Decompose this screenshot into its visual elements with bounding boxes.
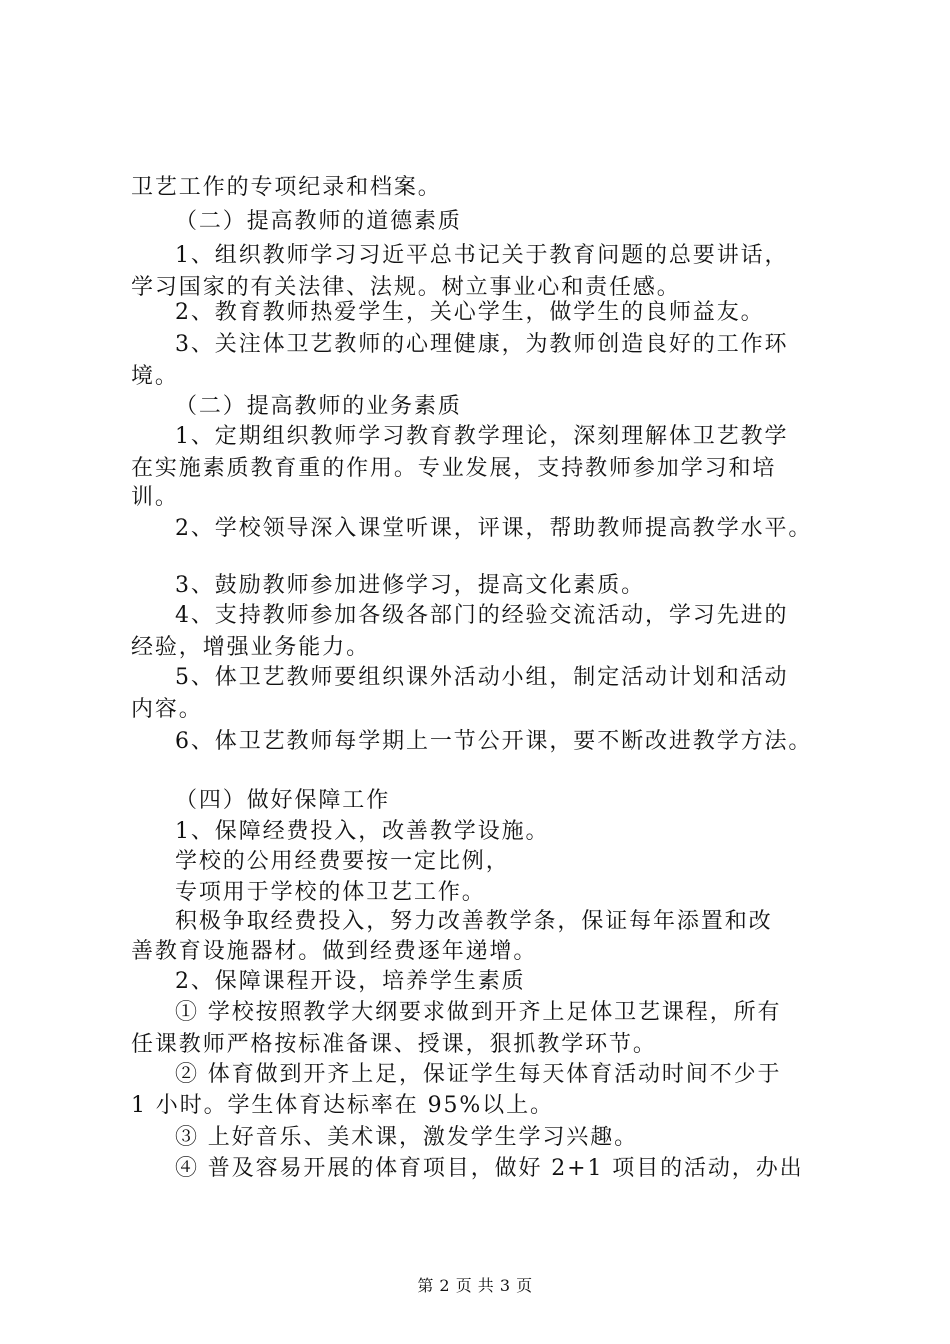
- text-line: 1、保障经费投入，改善教学设施。: [175, 819, 550, 844]
- text-line: 学校的公用经费要按一定比例，: [175, 849, 510, 874]
- text-line: 2、保障课程开设，培养学生素质: [175, 969, 526, 994]
- text-line: 卫艺工作的专项纪录和档案。: [131, 175, 442, 200]
- text-line: 2、学校领导深入课堂听课，评课，帮助教师提高教学水平。: [175, 516, 813, 541]
- text-line: 3、关注体卫艺教师的心理健康，为教师创造良好的工作环: [175, 332, 789, 357]
- text-line: 内容。: [131, 697, 203, 722]
- text-line: 3、鼓励教师参加进修学习，提高文化素质。: [175, 573, 645, 598]
- list-item: ④ 普及容易开展的体育项目，做好 2+1 项目的活动，办出: [175, 1156, 804, 1181]
- text-line: 4、支持教师参加各级各部门的经验交流活动，学习先进的: [175, 603, 789, 628]
- text-line: 专项用于学校的体卫艺工作。: [175, 880, 486, 905]
- text-line: 境。: [131, 364, 179, 389]
- text-line: 1 小时。学生体育达标率在 95%以上。: [131, 1093, 554, 1118]
- text-line: 学习国家的有关法律、法规。树立事业心和责任感。: [131, 275, 681, 300]
- text-line: 6、体卫艺教师每学期上一节公开课，要不断改进教学方法。: [175, 729, 813, 754]
- text-line: 训。: [131, 485, 179, 510]
- text-line: 1、定期组织教师学习教育教学理论，深刻理解体卫艺教学: [175, 424, 789, 449]
- section-heading: （二）提高教师的业务素质: [175, 394, 462, 419]
- text-line: 1、组织教师学习习近平总书记关于教育问题的总要讲话，: [175, 243, 789, 268]
- list-item: ③ 上好音乐、美术课，激发学生学习兴趣。: [175, 1125, 638, 1150]
- list-item: ① 学校按照教学大纲要求做到开齐上足体卫艺课程，所有: [175, 1000, 782, 1025]
- text-line: 善教育设施器材。做到经费逐年递增。: [131, 939, 538, 964]
- text-line: 积极争取经费投入，努力改善教学条，保证每年添置和改: [175, 909, 773, 934]
- text-line: 任课教师严格按标准备课、授课，狠抓教学环节。: [131, 1032, 657, 1057]
- text-line: 经验，增强业务能力。: [131, 635, 371, 660]
- text-line: 在实施素质教育重的作用。专业发展，支持教师参加学习和培: [131, 456, 777, 481]
- section-heading: （二）提高教师的道德素质: [175, 209, 462, 234]
- text-line: 5、体卫艺教师要组织课外活动小组，制定活动计划和活动: [175, 665, 789, 690]
- list-item: ② 体育做到开齐上足，保证学生每天体育活动时间不少于: [175, 1062, 782, 1087]
- section-heading: （四）做好保障工作: [175, 788, 391, 813]
- text-line: 2、教育教师热爱学生，关心学生，做学生的良师益友。: [175, 300, 765, 325]
- page-footer: 第 2 页 共 3 页: [417, 1276, 533, 1295]
